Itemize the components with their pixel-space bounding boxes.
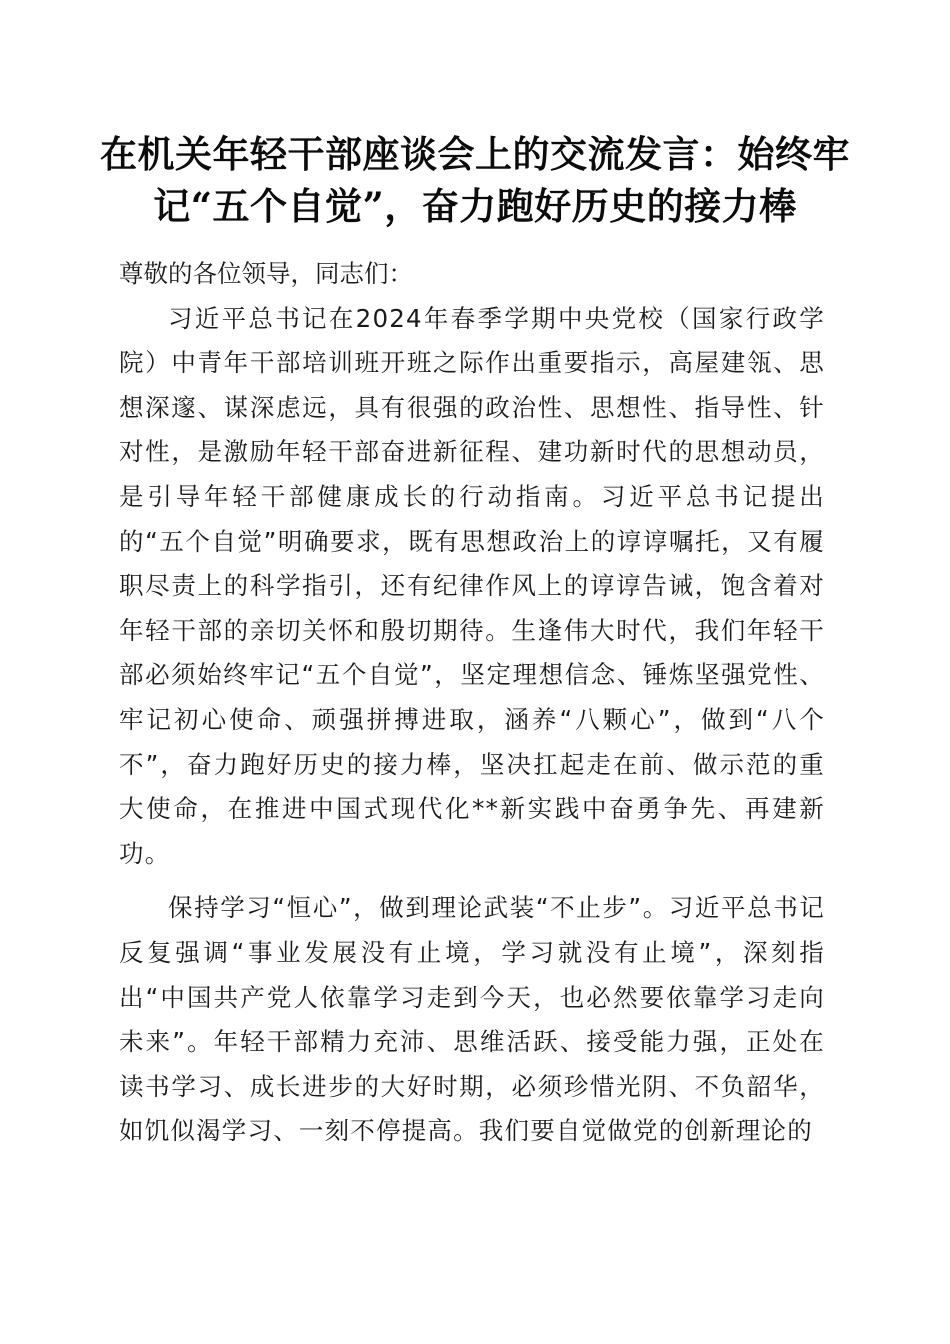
paragraph-study: 保持学习“恒心”，做到理论武装“不止步”。习近平总书记反复强调“事业发展没有止境，学习就没有止境”，深刻指出“中国共产党人依靠学习走到今天，也必然要依靠学习走向未来”。年轻干部精力充沛、思维活跃、接受能力强，正处在读书学习、成长进步的大好时期，必须珍惜光阴、不负韶华，如饥似渴学习、一刻不停提高。我们要自觉做党的创新理论的 xyxy=(119,893,825,1146)
paragraph-intro: 习近平总书记在2024年春季学期中央党校（国家行政学院）中青年干部培训班开班之际作出重要指示，高屋建瓴、思想深邃、谋深虑远，具有很强的政治性、思想性、指导性、针对性，是激励年轻干部奋进新征程、建功新时代的思想动员，是引导年轻干部健康成长的行动指南。习近平总书记提出的“五个自觉”明确要求，既有思想政治上的谆谆嘱托，又有履职尽责上的科学指引，还有纪律作风上的谆谆告诫，饱含着对年轻干部的亲切关怀和殷切期待。生逢伟大时代，我们年轻干部必须始终牢记“五个自觉”，坚定理想信念、锤炼坚强党性、牢记初心使命、顽强拼搏进取，涵养“八颗心”，做到“八个不”，奋力跑好历史的接力棒，坚决扛起走在前、做示范的重大使命，在推进中国式现代化**新实践中奋勇争先、再建新功。 xyxy=(119,303,825,868)
salutation: 尊敬的各位领导，同志们： xyxy=(119,259,413,288)
title-line-1: 在机关年轻干部座谈会上的交流发言：始终牢 xyxy=(100,132,850,176)
document-title xyxy=(100,128,850,232)
title-line-2: 记“五个自觉”，奋力跑好历史的接力棒 xyxy=(153,184,797,228)
document-body xyxy=(119,252,825,1154)
